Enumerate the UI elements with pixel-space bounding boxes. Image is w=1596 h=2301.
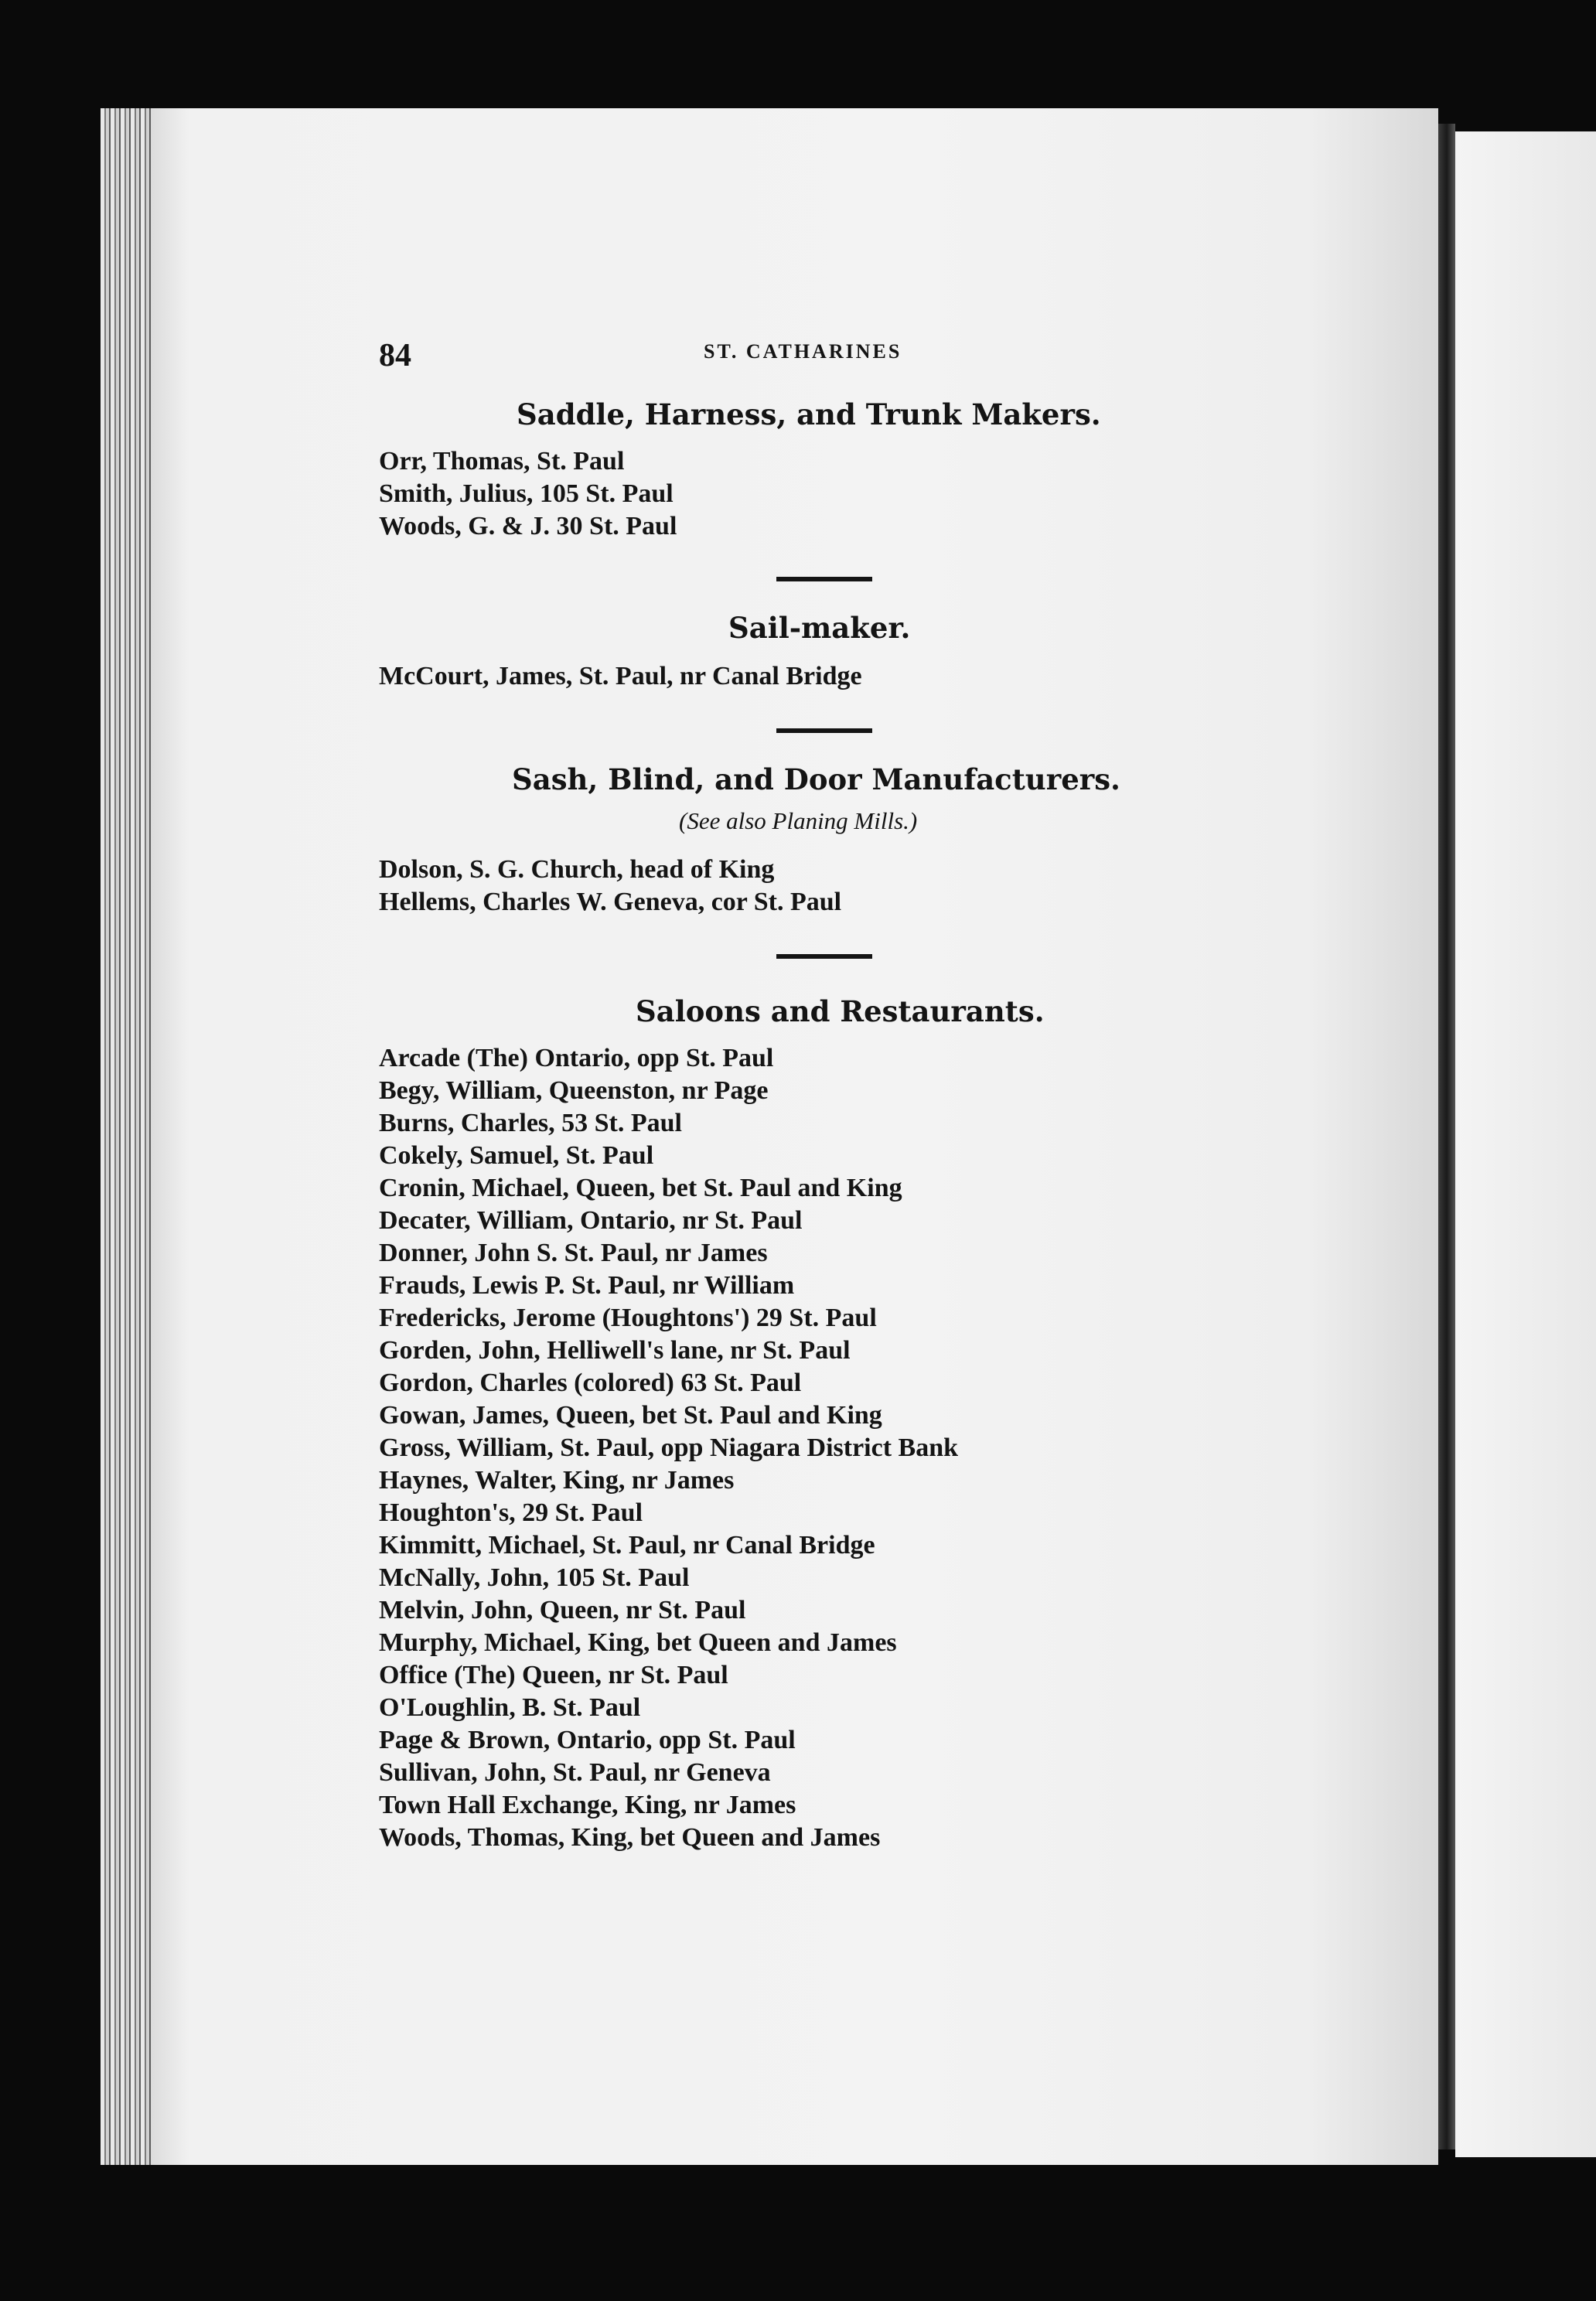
section-divider bbox=[776, 577, 872, 581]
list-item: Woods, G. & J. 30 St. Paul bbox=[379, 512, 677, 540]
list-item: Fredericks, Jerome (Houghtons') 29 St. Paul bbox=[379, 1304, 877, 1332]
entry-list bbox=[379, 854, 841, 919]
section-heading: Sail-maker. bbox=[728, 611, 911, 645]
list-item: Dolson, S. G. Church, head of King bbox=[379, 855, 775, 884]
list-item: Office (The) Queen, nr St. Paul bbox=[379, 1661, 728, 1689]
list-item: Woods, Thomas, King, bet Queen and James bbox=[379, 1823, 881, 1852]
list-item: Kimmitt, Michael, St. Paul, nr Canal Bridge bbox=[379, 1531, 875, 1560]
list-item: Cronin, Michael, Queen, bet St. Paul and King bbox=[379, 1174, 902, 1202]
list-item: Sullivan, John, St. Paul, nr Geneva bbox=[379, 1758, 771, 1787]
section-divider bbox=[776, 954, 872, 959]
list-item: Hellems, Charles W. Geneva, cor St. Paul bbox=[379, 888, 842, 916]
page-edge-stack bbox=[101, 108, 155, 2165]
cross-reference-note: (See also Planing Mills.) bbox=[679, 807, 918, 834]
list-item: Gordon, Charles (colored) 63 St. Paul bbox=[379, 1369, 802, 1397]
list-item: Gorden, John, Helliwell's lane, nr St. Paul bbox=[379, 1336, 851, 1365]
entry-list bbox=[379, 445, 677, 543]
list-item: McCourt, James, St. Paul, nr Canal Bridge bbox=[379, 662, 862, 690]
list-item: Haynes, Walter, King, nr James bbox=[379, 1466, 735, 1495]
list-item: Decater, William, Ontario, nr St. Paul bbox=[379, 1206, 803, 1235]
list-item: Houghton's, 29 St. Paul bbox=[379, 1498, 643, 1527]
book-gutter bbox=[1438, 124, 1455, 2149]
list-item: Murphy, Michael, King, bet Queen and James bbox=[379, 1628, 897, 1657]
section-heading: Saloons and Restaurants. bbox=[636, 994, 1045, 1028]
list-item: Arcade (The) Ontario, opp St. Paul bbox=[379, 1044, 774, 1072]
page-number: 84 bbox=[379, 338, 411, 373]
facing-page-edge bbox=[1455, 131, 1596, 2157]
list-item: Frauds, Lewis P. St. Paul, nr William bbox=[379, 1271, 795, 1300]
list-item: McNally, John, 105 St. Paul bbox=[379, 1563, 690, 1592]
list-item: Melvin, John, Queen, nr St. Paul bbox=[379, 1596, 746, 1624]
section-heading: Sash, Blind, and Door Manufacturers. bbox=[512, 762, 1120, 796]
list-item: Begy, William, Queenston, nr Page bbox=[379, 1076, 769, 1105]
list-item: Burns, Charles, 53 St. Paul bbox=[379, 1109, 682, 1137]
list-item: Cokely, Samuel, St. Paul bbox=[379, 1141, 654, 1170]
entry-list bbox=[379, 660, 862, 693]
list-item: Orr, Thomas, St. Paul bbox=[379, 447, 625, 476]
list-item: Smith, Julius, 105 St. Paul bbox=[379, 479, 674, 508]
list-item: Town Hall Exchange, King, nr James bbox=[379, 1791, 796, 1819]
running-title: ST. CATHARINES bbox=[704, 340, 902, 363]
list-item: Gowan, James, Queen, bet St. Paul and King bbox=[379, 1401, 882, 1430]
list-item: Page & Brown, Ontario, opp St. Paul bbox=[379, 1726, 796, 1754]
entry-list bbox=[379, 1042, 958, 1854]
list-item: Gross, William, St. Paul, opp Niagara District Bank bbox=[379, 1433, 959, 1462]
list-item: Donner, John S. St. Paul, nr James bbox=[379, 1239, 768, 1267]
section-divider bbox=[776, 728, 872, 733]
list-item: O'Loughlin, B. St. Paul bbox=[379, 1693, 641, 1722]
section-heading: Saddle, Harness, and Trunk Makers. bbox=[517, 397, 1101, 431]
